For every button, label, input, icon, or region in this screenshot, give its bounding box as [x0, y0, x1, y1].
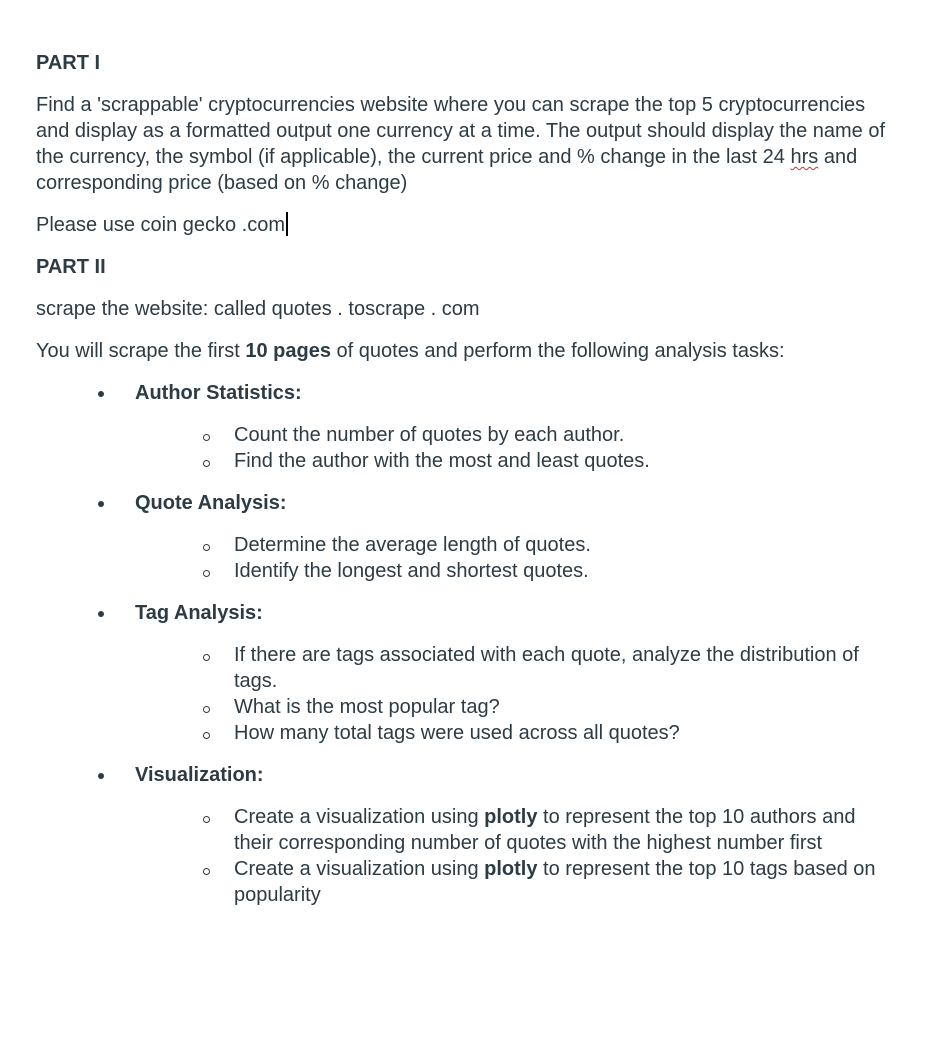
part2-heading: PART II — [36, 256, 106, 278]
circle-bullet-icon — [203, 460, 210, 467]
circle-bullet-icon — [203, 570, 210, 577]
sub-list-item — [234, 448, 898, 474]
spellcheck-word[interactable]: hrs — [790, 146, 819, 168]
sub-list-item — [234, 804, 898, 856]
sub-list-item — [234, 532, 898, 558]
sub-list-item — [234, 422, 898, 448]
sub-item-text: to represent the top 10 authors and their corresponding number of quotes with the highest number first — [234, 806, 856, 854]
sub-item-text: If there are tags associated with each quote, analyze the distribution of tags. — [234, 644, 859, 692]
sub-list — [135, 532, 898, 584]
circle-bullet-icon — [203, 732, 210, 739]
sub-item-text: Create a visualization using — [234, 858, 485, 880]
text-cursor — [286, 212, 288, 236]
section-title: Visualization: — [135, 764, 264, 786]
circle-bullet-icon — [203, 706, 210, 713]
sub-list — [135, 804, 898, 908]
bullet-icon — [98, 391, 104, 397]
sub-item-text: Identify the longest and shortest quotes. — [234, 560, 589, 582]
sub-item-text: How many total tags were used across all quotes? — [234, 722, 680, 744]
part2-task — [36, 338, 898, 364]
part2-task-bold: 10 pages — [245, 340, 331, 362]
sub-list-item — [234, 558, 898, 584]
sub-item-text: Determine the average length of quotes. — [234, 534, 591, 556]
list-item-author-statistics — [36, 380, 898, 474]
part1-description-text: Find a 'scrappable' cryptocurrencies website where you can scrape the top 5 cryptocurrencies and display as a formatted output one currency at a time. The output should display the name of the currency, the symbol (if applicable), the current price and % change in the last 24 — [36, 94, 886, 168]
sub-list — [135, 642, 898, 746]
analysis-task-list — [36, 380, 898, 908]
part2-intro: scrape the website: called quotes . toscrape . com — [36, 298, 480, 320]
sub-item-bold: plotly — [484, 806, 538, 828]
part1-heading: PART I — [36, 52, 101, 74]
section-title: Tag Analysis: — [135, 602, 263, 624]
sub-list-item — [234, 642, 898, 694]
part1-description — [36, 92, 898, 196]
list-item-quote-analysis — [36, 490, 898, 584]
part2-task-prefix: You will scrape the first — [36, 340, 246, 362]
circle-bullet-icon — [203, 868, 210, 875]
part1-description-end: and corresponding price (based on % change) — [36, 146, 858, 194]
sub-list — [135, 422, 898, 474]
sub-list-item — [234, 720, 898, 746]
sub-item-text: Find the author with the most and least quotes. — [234, 450, 650, 472]
sub-list-item — [234, 694, 898, 720]
circle-bullet-icon — [203, 654, 210, 661]
circle-bullet-icon — [203, 544, 210, 551]
section-title: Quote Analysis: — [135, 492, 287, 514]
sub-item-text: What is the most popular tag? — [234, 696, 500, 718]
sub-item-text: Create a visualization using — [234, 806, 485, 828]
section-title: Author Statistics: — [135, 382, 302, 404]
list-item-visualization — [36, 762, 898, 908]
circle-bullet-icon — [203, 816, 210, 823]
bullet-icon — [98, 501, 104, 507]
circle-bullet-icon — [203, 434, 210, 441]
sub-item-text: Count the number of quotes by each author. — [234, 424, 625, 446]
part2-task-suffix: of quotes and perform the following analysis tasks: — [330, 340, 785, 362]
sub-item-bold: plotly — [484, 858, 538, 880]
part1-note[interactable] — [36, 212, 898, 238]
sub-item-text: to represent the top 10 tags based on popularity — [234, 858, 876, 906]
list-item-tag-analysis — [36, 600, 898, 746]
bullet-icon — [98, 611, 104, 617]
bullet-icon — [98, 773, 104, 779]
part1-note-text: Please use coin gecko .com — [36, 214, 286, 236]
sub-list-item — [234, 856, 898, 908]
